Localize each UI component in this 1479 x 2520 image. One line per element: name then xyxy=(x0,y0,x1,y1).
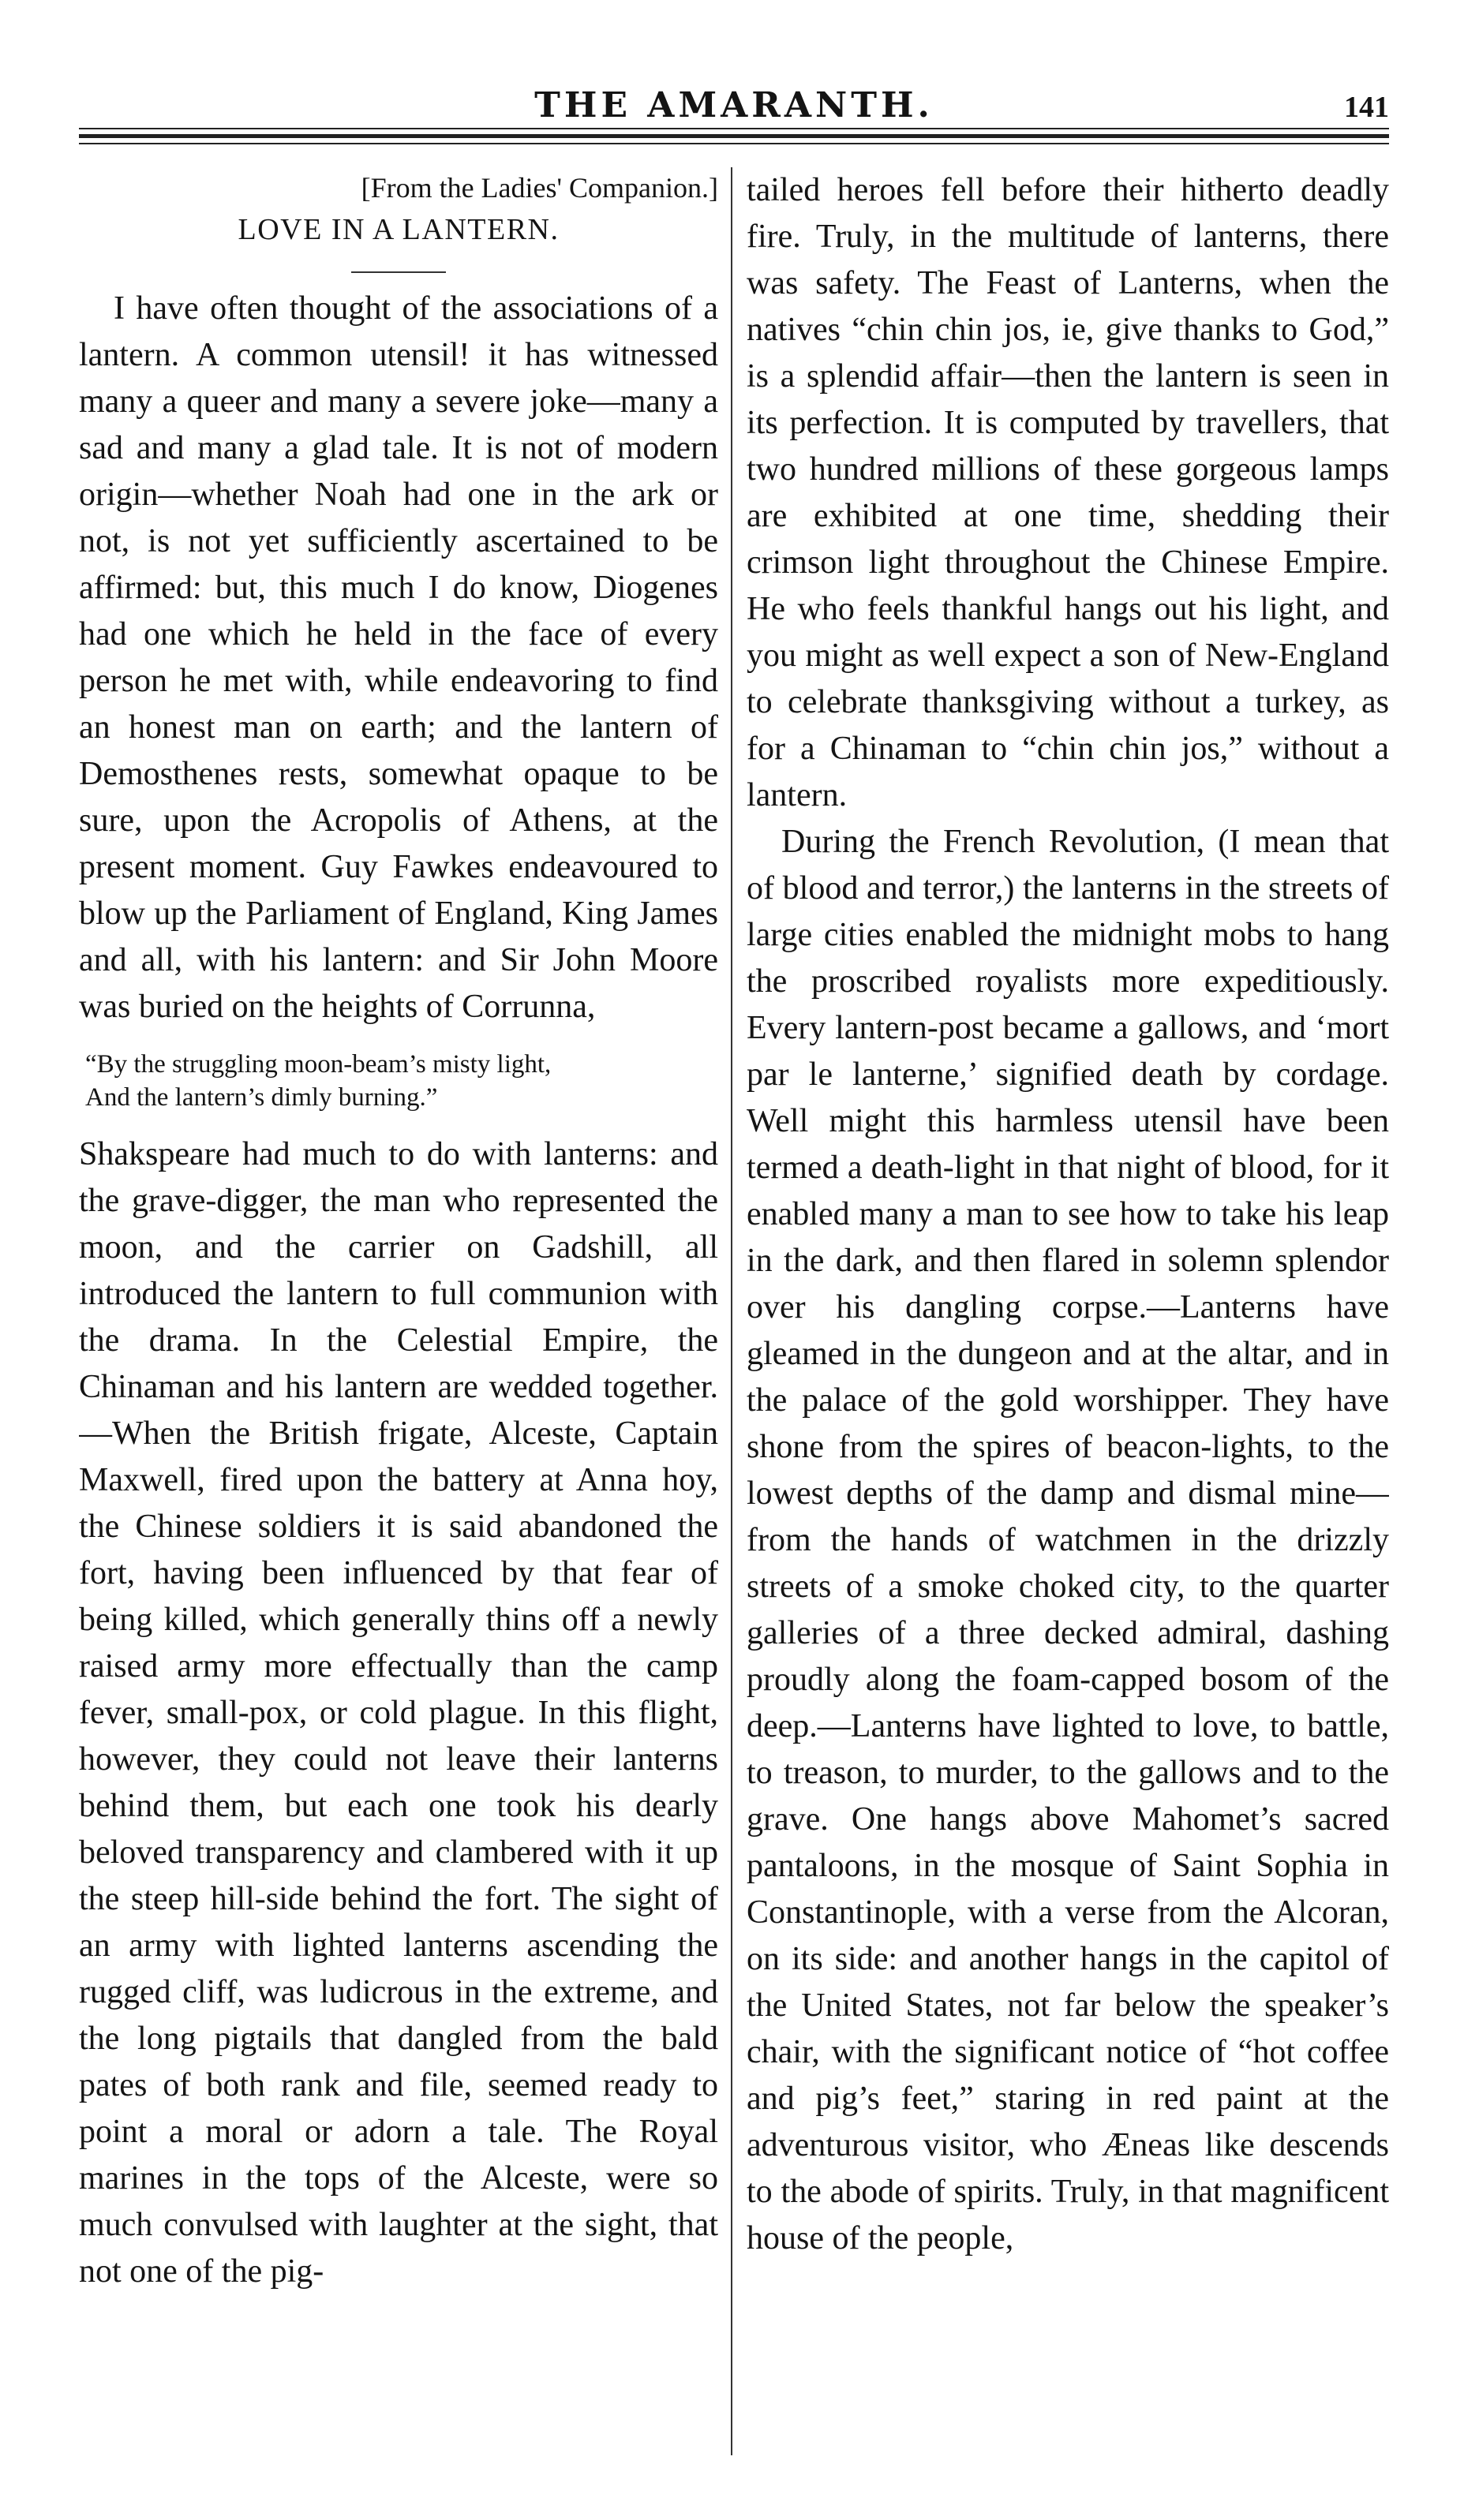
right-paragraph-1: tailed heroes fell before their hitherto deadly fire. Truly, in the multitude of lanterns, there was safety. The Feast of Lanterns, when the natives “chin chin jos, ie, give thanks to God,” is a splendid affair—then the lantern is seen in its perfection. It is computed by travellers, that two hundred millions of these gorgeous lamps are exhibited at one time, shedding their crimson light throughout the Chinese Empire. He who feels thankful hangs out his light, and you might as well expect a son of New-England to celebrate thanksgiving without a turkey, as for a Chinaman to “chin chin jos,” without a lantern. xyxy=(747,172,1389,813)
article-title: LOVE IN A LANTERN. xyxy=(238,213,560,246)
page-number: 141 xyxy=(1344,91,1389,124)
running-title: THE AMARANTH. xyxy=(534,85,934,125)
column-divider xyxy=(731,167,732,2455)
verse-line-2: And the lantern’s dimly burning.” xyxy=(85,1083,438,1112)
header-rule-bottom xyxy=(79,143,1389,144)
title-rule xyxy=(351,271,446,273)
verse-line-1: “By the struggling moon-beam’s misty light, xyxy=(85,1050,552,1079)
verse-quote xyxy=(79,1048,718,1114)
header-rule-top xyxy=(79,128,1389,129)
article-source: [From the Ladies' Companion.] xyxy=(361,172,718,204)
right-paragraph-2: During the French Revolution, (I mean that of blood and terror,) the lanterns in the streets of large cities enabled the midnight mobs to hang the proscribed royalists more expeditiously. Every lantern-post became a gallows, and ‘mort par le lanterne,’ signified death by cordage. Well might this harmless utensil have been termed a death-light in that night of blood, for it enabled many a man to see how to take his leap in the dark, and then flared in solemn splendor over his dangling corpse.—Lanterns have gleamed in the dungeon and at the altar, and in the palace of the gold worshipper. They have shone from the spires of beacon-lights, to the lowest depths of the damp and dismal mine—from the hands of watchmen in the drizzly streets of a smoke choked city, to the quarter galleries of a three decked admiral, dashing proudly along the foam-capped bosom of the deep.—Lanterns have lighted to love, to battle, to treason, to murder, to the gallows and to the grave. One hangs above Mahomet’s sacred pantaloons, in the mosque of Saint Sophia in Constantinople, with a verse from the Alcoran, on its side: and another hangs in the capitol of the United States, not far below the speaker’s chair, with the significant notice of “hot coffee and pig’s feet,” staring in red paint at the adventurous visitor, who Æneas like descends to the abode of spirits. Truly, in that magnificent house of the people, xyxy=(747,824,1389,2256)
page-header xyxy=(79,85,1389,133)
right-column xyxy=(747,167,1389,2471)
left-paragraph-1: I have often thought of the associations of a lantern. A common utensil! it has witnessed many a queer and many a severe joke—many a sad and many a glad tale. It is not of modern origin—whether Noah had one in the ark or not, is not yet sufficiently ascertained to be affirmed: but, this much I do know, Diogenes had one which he held in the face of every person he met with, while endeavoring to find an honest man on earth; and the lantern of Demosthenes rests, somewhat opaque to be sure, upon the Acropolis of Athens, at the present moment. Guy Fawkes endeavoured to blow up the Parliament of England, King James and all, with his lantern: and Sir John Moore was buried on the heights of Corrunna, xyxy=(79,290,718,1025)
header-rule-thick xyxy=(79,134,1389,138)
left-column xyxy=(79,167,718,2471)
left-paragraph-2: Shakspeare had much to do with lanterns: and the grave-digger, the man who represented the moon, and the carrier on Gadshill, all introduced the lantern to full communion with the drama. In the Celestial Empire, the Chinaman and his lantern are wedded together.—When the British frigate, Alceste, Captain Maxwell, fired upon the battery at Anna hoy, the Chinese soldiers it is said abandoned the fort, having been influenced by that fear of being killed, which generally thins off a newly raised army more effectually than the camp fever, small-pox, or cold plague. In this flight, however, they could not leave their lanterns behind them, but each one took his dearly beloved transparency and clambered with it up the steep hill-side behind the fort. The sight of an army with lighted lanterns ascending the rugged cliff, was ludicrous in the extreme, and the long pigtails that dangled from the bald pates of both rank and file, seemed ready to point a moral or adorn a tale. The Royal marines in the tops of the Alceste, were so much convulsed with laughter at the sight, that not one of the pig- xyxy=(79,1136,718,2290)
